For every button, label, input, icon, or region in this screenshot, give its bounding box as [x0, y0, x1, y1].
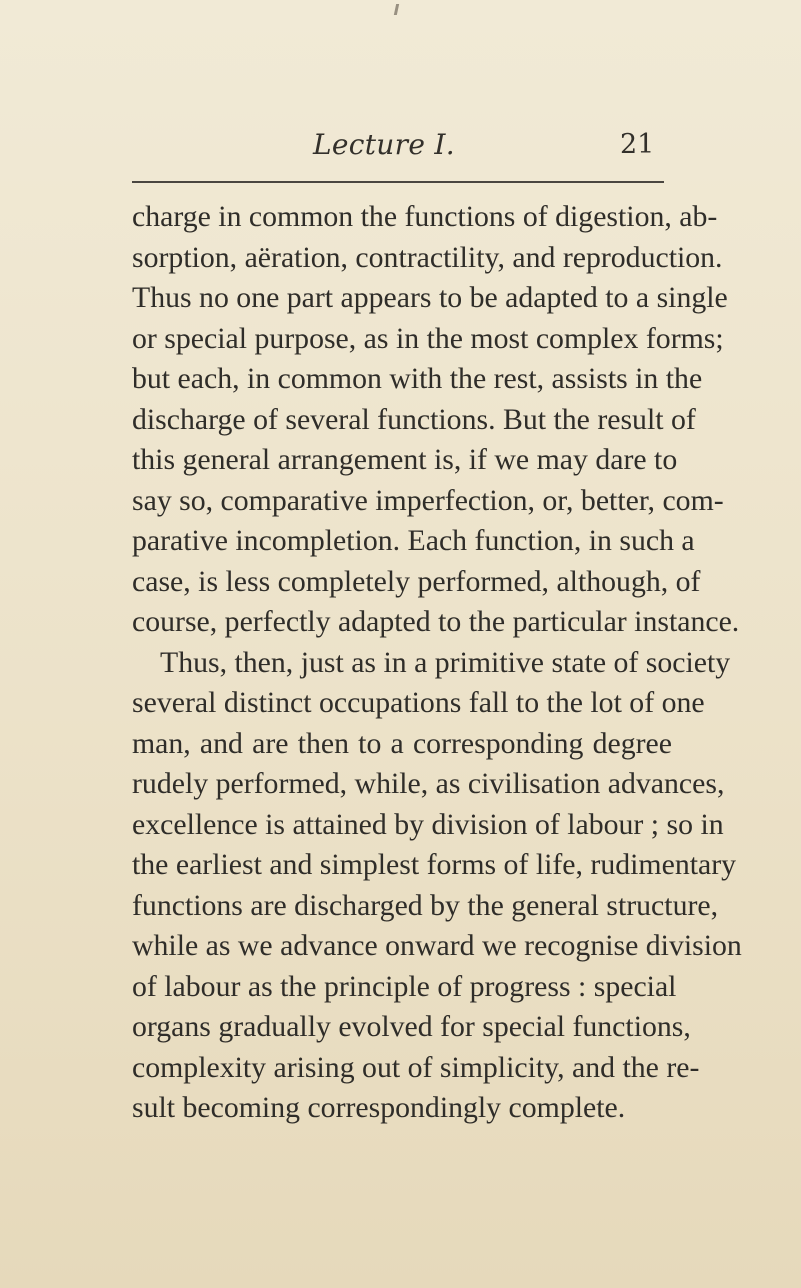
text-line: excellence is attained by division of labour ; so in: [132, 807, 724, 841]
text-line: sorption, aëration, contractility, and reproduction.: [132, 240, 723, 274]
text-line: of labour as the principle of progress : special: [132, 969, 677, 1003]
text-line: course, perfectly adapted to the particular instance.: [132, 605, 740, 638]
text-line: Thus, then, just as in a primitive state of society: [160, 645, 731, 679]
text-line: this general arrangement is, if we may dare to: [132, 443, 678, 476]
text-line: parative incompletion. Each function, in such a: [132, 524, 695, 557]
text-line: several distinct occupations fall to the lot of one: [132, 686, 705, 719]
text-line: Thus no one part appears to be adapted to a single: [132, 281, 728, 314]
print-speck: [394, 4, 399, 15]
text-line: while as we advance onward we recognise division: [132, 929, 742, 962]
text-line: sult becoming correspondingly complete.: [132, 1091, 626, 1124]
text-line: discharge of several functions. But the result of: [132, 402, 696, 436]
text-line: charge in common the functions of digestion, ab-: [132, 200, 718, 233]
text-line: organs gradually evolved for special functions,: [132, 1010, 691, 1043]
header-rule: [132, 181, 664, 183]
text-line: but each, in common with the rest, assists in the: [132, 362, 703, 395]
text-line: man, and are then to a corresponding degree: [132, 726, 672, 760]
body-text: [132, 197, 742, 1129]
text-line: say so, comparative imperfection, or, better, com-: [132, 483, 724, 517]
text-line: the earliest and simplest forms of life, rudimentary: [132, 848, 737, 881]
text-line: or special purpose, as in the most complex forms;: [132, 321, 724, 355]
text-line: functions are discharged by the general structure,: [132, 888, 719, 922]
page-number: 21: [620, 129, 655, 160]
text-line: rudely performed, while, as civilisation advances,: [132, 767, 725, 800]
text-line: case, is less completely performed, although, of: [132, 564, 701, 598]
running-head: Lecture I.: [313, 128, 455, 161]
text-line: complexity arising out of simplicity, and the re-: [132, 1050, 700, 1084]
